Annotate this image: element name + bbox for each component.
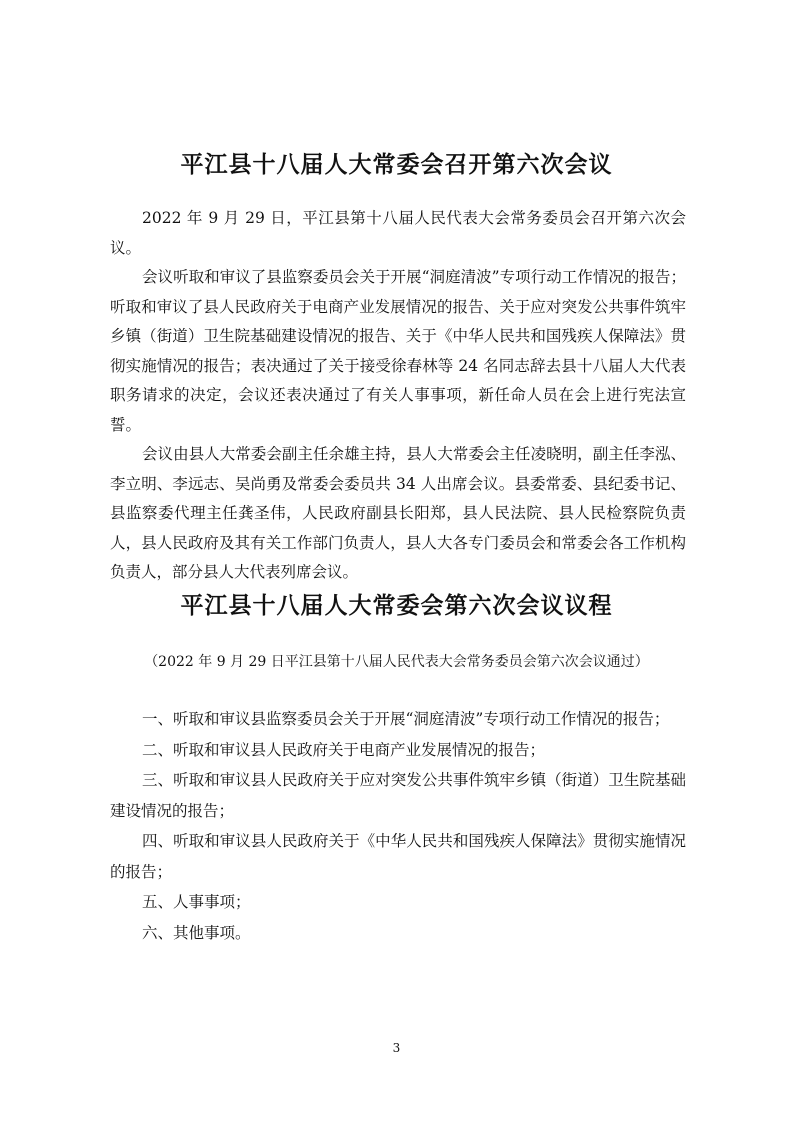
paragraph-agenda-summary: 会议听取和审议了县监察委员会关于开展“洞庭清波”专项行动工作情况的报告；听取和审议了县人民政府关于电商产业发展情况的报告、关于应对突发公共事件筑牢乡镇（街道）卫生院基础建设情况的报告、关于《中华人民共和国残疾人保障法》贯彻实施情况的报告；表决通过了关于接受徐春林等 24 名同志辞去县十八届人大代表职务请求的决定，会议还表决通过了有关人事事项，新任命人员在会上进行宪法宣誓。 — [110, 268, 686, 434]
agenda-item: 四、听取和审议县人民政府关于《中华人民共和国残疾人保障法》贯彻实施情况的报告； — [110, 832, 686, 881]
agenda-item: 五、人事事项； — [142, 893, 251, 911]
agenda-item: 六、其他事项。 — [142, 923, 251, 942]
agenda-list — [110, 704, 686, 948]
meeting-report-body — [110, 204, 686, 588]
agenda-subtitle: （2022 年 9 月 29 日平江县第十八届人民代表大会常务委员会第六次会议通过） — [144, 654, 649, 670]
page-number: 3 — [392, 1041, 401, 1055]
paragraph-attendees: 会议由县人大常委会副主任余雄主持，县人大常委会主任凌晓明，副主任李泓、李立明、李远志、吴尚勇及常委会委员共 34 人出席会议。县委常委、县纪委书记、县监察委代理主任龚圣伟，人民政府副县长阳郑，县人民法院、县人民检察院负责人，县人民政府及其有关工作部门负责人，县人大各专门委员会和常委会各工作机构负责人，部分县人大代表列席会议。 — [110, 445, 686, 581]
page-title: 平江县十八届人大常委会召开第六次会议 — [180, 152, 613, 178]
agenda-title: 平江县十八届人大常委会第六次会议议程 — [180, 593, 613, 619]
agenda-item: 一、听取和审议县监察委员会关于开展“洞庭清波”专项行动工作情况的报告； — [142, 710, 670, 728]
agenda-item: 二、听取和审议县人民政府关于电商产业发展情况的报告； — [142, 740, 546, 759]
agenda-item: 三、听取和审议县人民政府关于应对突发公共事件筑牢乡镇（街道）卫生院基础建设情况的报告； — [110, 771, 686, 820]
paragraph-date: 2022 年 9 月 29 日，平江县第十八届人民代表大会常务委员会召开第六次会议。 — [110, 209, 686, 257]
